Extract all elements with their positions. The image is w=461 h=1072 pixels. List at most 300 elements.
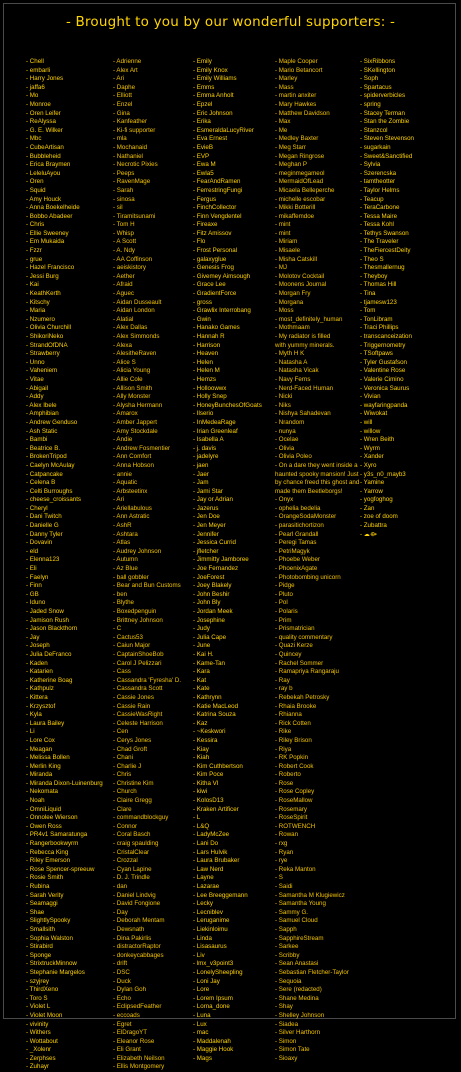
supporter-name: - Alex Ibele: [26, 401, 57, 409]
supporter-name: - Sweet&Sanctified: [360, 152, 413, 160]
supporter-name: - Caiun Major: [113, 642, 151, 650]
supporter-name: - Duck: [113, 977, 131, 985]
supporter-name: - Echo: [113, 994, 131, 1002]
supporter-name: - Kame-Tan: [193, 659, 225, 667]
supporter-name: - Elenna123: [26, 556, 60, 564]
supporter-name: - Jimmitty Jamboree: [193, 556, 249, 564]
supporter-name: - Reka Manton: [275, 865, 316, 873]
supporter-name: - Laura Brubaker: [193, 857, 240, 865]
supporter-name: - j. davis: [193, 444, 217, 452]
supporter-name: - Unno: [26, 358, 45, 366]
supporter-name: - Addy: [26, 393, 44, 401]
supporter-name: - Emily Williams: [193, 75, 237, 83]
supporter-name: - Harry Jones: [26, 75, 64, 83]
supporter-name: - RK Popkin: [275, 754, 309, 762]
supporter-name: - Wottabout: [26, 1037, 58, 1045]
supporter-name: - quality commentary: [275, 633, 333, 641]
supporter-name: - Sylvia: [360, 161, 381, 169]
supporter-name: - June: [193, 642, 211, 650]
supporter-name: - Cassie Rain: [113, 702, 151, 710]
supporter-name: - Krzysztof: [26, 702, 56, 710]
supporter-name: - Ray: [275, 676, 290, 684]
supporter-name: - Jay: [26, 633, 40, 641]
supporter-name: - AlesitheRaven: [113, 350, 157, 358]
supporter-name: - Genesis Frog: [193, 264, 234, 272]
supporter-name: - Navy Ferns: [275, 375, 311, 383]
supporter-name: - Kathrynn: [193, 693, 222, 701]
supporter-name: - Jessica Currid: [193, 539, 236, 547]
supporter-name: - ~Keskwori: [193, 728, 226, 736]
supporter-name: - Fitz Amissov: [193, 229, 232, 237]
supporter-name: - Jazerus: [193, 504, 219, 512]
supporter-name: - Yarrow: [360, 487, 383, 495]
supporter-name: - Nerd-Faced Human: [275, 384, 334, 392]
supporter-name: - Jordan Meek: [193, 608, 233, 615]
supporter-name: - Peregi Tamas: [275, 539, 317, 547]
supporter-name: - Toro S: [26, 994, 48, 1002]
supporter-name: - Robert Cook: [275, 762, 314, 770]
supporter-name: - Erika: [193, 118, 211, 126]
supporter-name: - Joseph: [26, 642, 50, 650]
supporter-name: - Fergus: [193, 195, 217, 203]
supporter-name: - LeleluAyou: [26, 169, 61, 177]
supporter-name: - Violet Moon: [26, 1011, 63, 1019]
supporter-name: - My radiator is filled: [275, 333, 331, 340]
supporter-name: - Lee Breeggemann: [193, 891, 248, 899]
supporter-name: - PR4v1 Samaratunga: [26, 831, 88, 839]
supporter-name: - Kitha VI: [193, 779, 219, 787]
supporter-name: - ThirdXeno: [26, 986, 59, 994]
supporter-name: - zoe of doom: [360, 513, 398, 521]
supporter-name: - Andie: [113, 436, 133, 444]
page-title: - Brought to you by our wonderful supporters: -: [65, 14, 396, 30]
supporter-name: - Triggernometry: [360, 341, 406, 349]
supporter-name: - Hemzs: [193, 375, 217, 383]
supporter-name: - Joe Fernandez: [193, 565, 239, 573]
supporter-name: - Andrew Fosmentier: [113, 444, 171, 452]
supporter-name: - mla: [113, 135, 127, 143]
supporter-name: - Szerencska: [360, 169, 397, 177]
supporter-name: - Stanzcol: [360, 126, 388, 134]
supporter-name: - MJ: [275, 264, 288, 272]
supporter-name: - parasitichortizon: [275, 522, 324, 530]
supporter-name: - Moss: [275, 307, 294, 315]
supporter-name: - Kaz: [193, 719, 208, 727]
supporter-name: - Dewsnath: [113, 925, 145, 933]
supporter-name: - Eric Johnson: [193, 109, 233, 117]
supporter-name: - Melissa Bollen: [26, 754, 70, 762]
supporter-name: - Squid: [26, 186, 46, 194]
supporter-name: - Chani: [113, 754, 133, 762]
supporter-name: - Lecniblev: [193, 908, 223, 916]
supporter-name: - A. Ndy: [113, 247, 136, 255]
supporter-name: - OmniLiquid: [26, 805, 62, 813]
supporter-name: - Julia Cape: [193, 633, 227, 641]
supporter-name: - michelle escobar: [275, 195, 326, 203]
supporters-list[interactable]: [0, 58, 461, 1071]
supporter-name: - will: [360, 418, 373, 426]
supporter-name: - Deborah Mentam: [113, 917, 165, 925]
supporter-name: - Irian Greenleaf: [193, 427, 238, 435]
supporter-name: - Bubbleheid: [26, 152, 61, 160]
supporter-name: - Teacup: [360, 195, 384, 203]
supporter-name: - RavenMage: [113, 178, 151, 186]
supporter-name: - most_definitely_human: [275, 315, 343, 323]
supporter-name: - Connor: [113, 822, 138, 830]
supporter-name: - Gina: [113, 109, 130, 117]
supporter-name: - nunya: [275, 427, 296, 435]
supporter-name: - Atlas: [113, 539, 131, 547]
supporter-name: - EvieB: [193, 143, 213, 151]
supporter-name: - Christine Kim: [113, 779, 154, 787]
supporter-name: - Whisp: [113, 229, 134, 237]
supporter-name: - Daphe: [113, 83, 136, 91]
supporter-name: - Kai H.: [193, 650, 214, 658]
supporter-name: - Dylan Goh: [113, 986, 147, 994]
supporter-name: - Quazi Kerze: [275, 642, 313, 650]
supporter-name: - Holloowwx: [193, 384, 227, 392]
supporter-name: - Ann Comfort: [113, 453, 152, 461]
supporter-name: - Finn: [26, 582, 42, 590]
supporter-name: - Alex Simmonds: [113, 333, 160, 340]
supporter-name: - Megan Ringrose: [275, 152, 325, 160]
supporter-name: - Jen Meyer: [193, 522, 226, 530]
supporter-name: - sinosa: [113, 195, 135, 203]
supporter-name: - Eli: [26, 565, 37, 573]
supporter-name: - Nathaniel: [113, 152, 143, 160]
supporter-name: - AshR: [113, 522, 132, 530]
supporter-name: - Jaded Snow: [26, 608, 64, 615]
supporter-name: - Ewa M: [193, 161, 216, 169]
supporter-name: - Ari: [113, 496, 124, 504]
supporter-name: - eld: [26, 547, 39, 555]
supporter-name: - Oren Leifer: [26, 109, 61, 117]
supporter-name: - Ally Monster: [113, 393, 151, 401]
supporter-name: - Misha Catskill: [275, 255, 317, 263]
supporter-name: - Kraken Artificer: [193, 805, 239, 813]
supporter-name: - Pol: [275, 599, 288, 607]
supporter-name: - Mochanaid: [113, 143, 148, 151]
supporter-name: - Olivia Poleo: [275, 453, 312, 461]
supporter-name: - Max: [275, 118, 291, 126]
supporter-name: - Zan: [360, 504, 375, 512]
supporter-name: - transcanceization: [360, 333, 412, 340]
supporter-name: - gross: [193, 298, 212, 306]
supporter-name: - aeiskistory: [113, 264, 147, 272]
supporter-name: - CristalClear: [113, 848, 150, 856]
supporter-name: - Ilserio: [193, 410, 214, 418]
supporter-name: - Lore: [193, 986, 210, 994]
supporter-name: - Joey Blakely: [193, 582, 232, 590]
supporter-name: - Allie Cole: [113, 375, 143, 383]
supporter-name: - C: [113, 625, 122, 633]
supporter-name: - Alysha Hermann: [113, 401, 163, 409]
supporter-name: - CassieWasRight: [113, 711, 163, 719]
supporter-name: - Rose Copley: [275, 788, 315, 796]
supporter-name: - CubeArtisan: [26, 143, 64, 151]
supporter-name: - Audrey Johnson: [113, 547, 162, 555]
supporter-name: - Miranda: [26, 771, 53, 779]
supporter-name: - Tessa Kohl: [360, 221, 394, 229]
supporter-name: - On a dare they went inside a: [275, 461, 358, 469]
supporter-name: - Olivia Churchill: [26, 324, 72, 332]
supporter-name: - L&Q: [193, 822, 210, 830]
supporter-name: - Maria: [26, 307, 46, 315]
supporter-name: - Abigail: [26, 384, 49, 392]
supporter-name: - Aguec: [113, 290, 134, 298]
supporter-name: - Stacey Terman: [360, 109, 405, 117]
supporter-name: - Amber Jappert: [113, 418, 158, 426]
supporter-name: - Theo S: [360, 255, 384, 263]
supporter-name: - Kitschy: [26, 298, 50, 306]
supporter-name: - Taylor Helms: [360, 186, 400, 194]
supporter-name: - Cassandra 'Fyresha' D.: [113, 676, 182, 684]
supporter-name: - Cen: [113, 728, 129, 736]
supporter-name: - Yamine: [360, 479, 385, 487]
supporter-name: - Carol J Pelizzari: [113, 659, 162, 667]
supporter-name: - ball gobbler: [113, 573, 149, 581]
supporter-name: - Sapph: [275, 925, 297, 933]
supporter-name: - mac: [193, 1029, 209, 1037]
supporter-name: - Aidan Dusseault: [113, 298, 162, 306]
supporter-name: - spiderverbicles: [360, 92, 406, 100]
supporter-name: - rye: [275, 857, 288, 865]
supporter-name: - Xyro: [360, 461, 377, 469]
supporter-name: - EVP: [193, 152, 210, 160]
supporter-name: - Miriam: [275, 238, 298, 246]
supporter-name: - Niks: [275, 401, 291, 409]
supporter-name: - Pluto: [275, 590, 293, 598]
supporter-name: - Laura Bailey: [26, 719, 65, 727]
supporter-name: - Meagan: [26, 745, 53, 753]
supporter-name: - Lani Do: [193, 840, 219, 848]
supporter-name: made them Beetleborgs!: [275, 487, 343, 495]
supporter-name: - FearAndRamen: [193, 178, 241, 186]
supporter-name: - Amarox: [113, 410, 138, 418]
supporter-name: - ShikoriNeko: [26, 333, 64, 340]
supporter-name: - Maddalenah: [193, 1037, 231, 1045]
supporter-name: - StrandOfDNA: [26, 341, 68, 349]
supporter-name: - Daniel Lindvig: [113, 891, 156, 899]
supporter-name: - Micaela Belleperche: [275, 186, 335, 194]
supporter-name: - tamtheotter: [360, 178, 396, 186]
supporter-name: - Alatial: [113, 315, 134, 323]
supporter-name: - Natasha A: [275, 358, 308, 366]
supporter-name: - Aquatic: [113, 479, 138, 487]
supporter-name: - Rosie Smith: [26, 874, 64, 882]
supporters-column-5: [360, 58, 414, 539]
supporter-name: - Kyla: [26, 711, 42, 719]
supporter-name: - LadyMcZee: [193, 831, 230, 839]
supporter-name: haunted spooky mansion! Just: [275, 470, 359, 478]
supporter-name: - The Traveler: [360, 238, 399, 246]
supporter-name: - Chris: [26, 221, 45, 229]
supporter-name: - SapphireStream: [275, 934, 324, 942]
supporter-name: - StrixtruckMinnow: [26, 960, 77, 968]
supporter-name: - Zuhayr: [26, 1063, 50, 1071]
supporter-name: - Mo: [26, 92, 39, 100]
supporter-name: - Kiay: [193, 745, 209, 753]
supporter-name: - Aether: [113, 272, 135, 280]
supporter-name: - Jen Doe: [193, 513, 220, 521]
supporter-name: - Ashtara: [113, 530, 138, 538]
supporter-name: - Lorna_done: [193, 1003, 230, 1011]
supporter-name: - Rebecca King: [26, 848, 69, 856]
supporter-name: - RoseMallow: [275, 797, 313, 805]
supporter-name: - Veronica Saurus: [360, 384, 410, 392]
supporter-name: - Az Blue: [113, 565, 138, 573]
supporter-name: - Katie MacLeod: [193, 702, 239, 710]
supporter-name: - Clare: [113, 805, 132, 813]
supporter-name: - Traci Phillips: [360, 324, 399, 332]
supporter-name: - Dovavin: [26, 539, 53, 547]
supporter-name: with yummy minerals.: [275, 341, 335, 349]
supporter-name: - Kessira: [193, 736, 218, 744]
supporter-name: - KeathKerth: [26, 290, 61, 298]
supporter-name: - Sponge: [26, 951, 52, 959]
supporter-name: - Dani Twitch: [26, 513, 62, 521]
supporter-name: - Monroe: [26, 100, 51, 108]
supporter-name: - Ramapriya Rangaraju: [275, 668, 339, 676]
supporter-name: - Katarien: [26, 668, 53, 676]
supporter-name: - GB: [26, 590, 39, 598]
supporter-name: - Afraid: [113, 281, 133, 289]
supporter-name: - Grace Lee: [193, 281, 226, 289]
supporter-name: - Rebekah Petrosky: [275, 693, 330, 701]
supporter-name: - Adrienne: [113, 58, 142, 65]
supporter-name: - Isabella A: [193, 436, 224, 444]
supporter-name: - Beatrice B.: [26, 444, 61, 452]
supporter-name: - Tessa Maire: [360, 212, 398, 220]
supporter-name: - Samuel Cloud: [275, 917, 318, 925]
supporter-name: - Jami Star: [193, 487, 223, 495]
supporter-name: - drift: [113, 960, 128, 968]
supporter-name: - martin anxiter: [275, 92, 317, 100]
supporter-name: - Miranda Dixon-Luinenburg: [26, 779, 103, 787]
supporter-name: - Soph: [360, 75, 379, 83]
supporter-name: - Vivian: [360, 393, 381, 401]
supporter-name: - EsmeraldaLucyRiver: [193, 126, 254, 134]
supporter-name: - SKellington: [360, 66, 396, 74]
supporter-name: - vivinity: [26, 1020, 49, 1028]
supporter-name: - donkeycabbages: [113, 951, 164, 959]
supporter-name: - Emily Knox: [193, 66, 228, 74]
supporter-name: - Arbsteetinx: [113, 487, 148, 495]
supporter-name: - Erica Braymen: [26, 161, 71, 169]
supporter-name: - Theyboy: [360, 272, 388, 280]
supporter-name: - Helen M: [193, 367, 220, 375]
supporter-name: - Amphibian: [26, 410, 59, 418]
supporter-name: - Claire Gregg: [113, 797, 152, 805]
supporter-name: - RoseSpirit: [275, 814, 308, 822]
supporter-name: - Valentine Rose: [360, 367, 406, 375]
supporter-name: - jaffa6: [26, 83, 45, 91]
supporter-name: - Coral Basch: [113, 831, 151, 839]
supporter-name: - Church: [113, 788, 137, 796]
supporter-name: - Liekinloimu: [193, 925, 228, 933]
supporter-name: - Kiah: [193, 754, 210, 762]
supporter-name: - Blythe: [113, 599, 134, 607]
supporter-name: - Ewla5: [193, 169, 214, 177]
supporter-name: - Li: [26, 728, 35, 736]
supporter-name: - ROTWENCH: [275, 822, 316, 830]
supporter-name: - Samantha Young: [275, 900, 326, 908]
supporter-name: - Epzel: [193, 100, 213, 108]
supporter-name: - Catpancake: [26, 470, 63, 478]
supporter-name: - Katrina Souza: [193, 711, 236, 719]
supporter-name: - Enzel: [113, 100, 133, 108]
supporter-name: - Vitae: [26, 375, 44, 383]
supporter-name: - mint: [275, 221, 291, 229]
supporter-name: - Crozzal: [113, 857, 138, 865]
supporter-name: - Hannah R: [193, 333, 225, 340]
supporter-name: - Em Mukaida: [26, 238, 65, 246]
supporter-name: - Oren: [26, 178, 44, 186]
supporter-name: - Law Nerd: [193, 865, 224, 873]
supporter-name: - SlightlySpooky: [26, 917, 71, 925]
supporter-name: - Rangerbookwyrm: [26, 840, 79, 848]
supporter-name: - Ari: [113, 75, 124, 83]
supporter-name: - Rowan: [275, 831, 299, 839]
supporter-name: - Alex Art: [113, 66, 138, 74]
supporter-name: - Alex Dallas: [113, 324, 148, 332]
supporter-name: - Nishya Sahadevan: [275, 410, 331, 418]
supporter-name: - Sequoia: [275, 977, 302, 985]
supporter-name: - tjamesw123: [360, 298, 397, 306]
supporter-name: - Emms: [193, 83, 215, 91]
supporter-name: - Misaele: [275, 247, 301, 255]
supporter-name: - mint: [275, 229, 291, 237]
supporter-name: - CaptainShoeBob: [113, 650, 164, 658]
supporter-name: - Cyan Lapine: [113, 865, 152, 873]
supporter-name: - Prim: [275, 616, 292, 624]
supporter-name: - Eva Ernest: [193, 135, 228, 143]
supporter-name: - Polaris: [275, 608, 298, 615]
supporter-name: - annie: [113, 470, 132, 478]
supporter-name: - D. J. Trindle: [113, 874, 150, 882]
supporter-name: - Valerie Cimino: [360, 375, 404, 383]
supporter-name: - TonLibram: [360, 315, 393, 323]
supporter-name: - Sarkee: [275, 943, 299, 951]
supporter-name: - Marley: [275, 75, 298, 83]
supporter-name: - Celti Burroughs: [26, 487, 73, 495]
supporter-name: - Strawberry: [26, 350, 60, 358]
supporters-column-3: [193, 58, 262, 1063]
supporter-name: - sugarkain: [360, 143, 391, 151]
supporter-name: - Amy Houck: [26, 195, 62, 203]
supporter-name: - Sammy G.: [275, 908, 309, 916]
supporter-name: - Celena B: [26, 479, 56, 487]
supporter-name: - Givemey Aimsough: [193, 272, 251, 280]
supporter-name: by chance freed this ghost and: [275, 479, 360, 487]
supporter-name: - Holly Snep: [193, 393, 227, 401]
supporter-name: - G. E. Wilker: [26, 126, 63, 134]
supporter-name: - Jason Blackthorn: [26, 625, 78, 633]
supporter-name: - Riley Brison: [275, 736, 312, 744]
supporter-name: - Sophia Walston: [26, 934, 73, 942]
supporter-name: - Caelyn McAulay: [26, 461, 75, 469]
supporter-name: - A Scott: [113, 238, 137, 246]
supporter-name: - Tina: [360, 290, 376, 298]
supporter-name: - Loni Jay: [193, 977, 220, 985]
supporter-name: - jfletcher: [193, 547, 219, 555]
supporter-name: - Lars Hulvik: [193, 848, 228, 856]
supporter-name: - Olivia: [275, 444, 295, 452]
supporter-name: - Bear and Bun Customs: [113, 582, 181, 590]
supporter-name: - Chell: [26, 58, 44, 65]
supporter-name: - Chad Groft: [113, 745, 148, 753]
supporter-name: - Thesmallernug: [360, 264, 405, 272]
